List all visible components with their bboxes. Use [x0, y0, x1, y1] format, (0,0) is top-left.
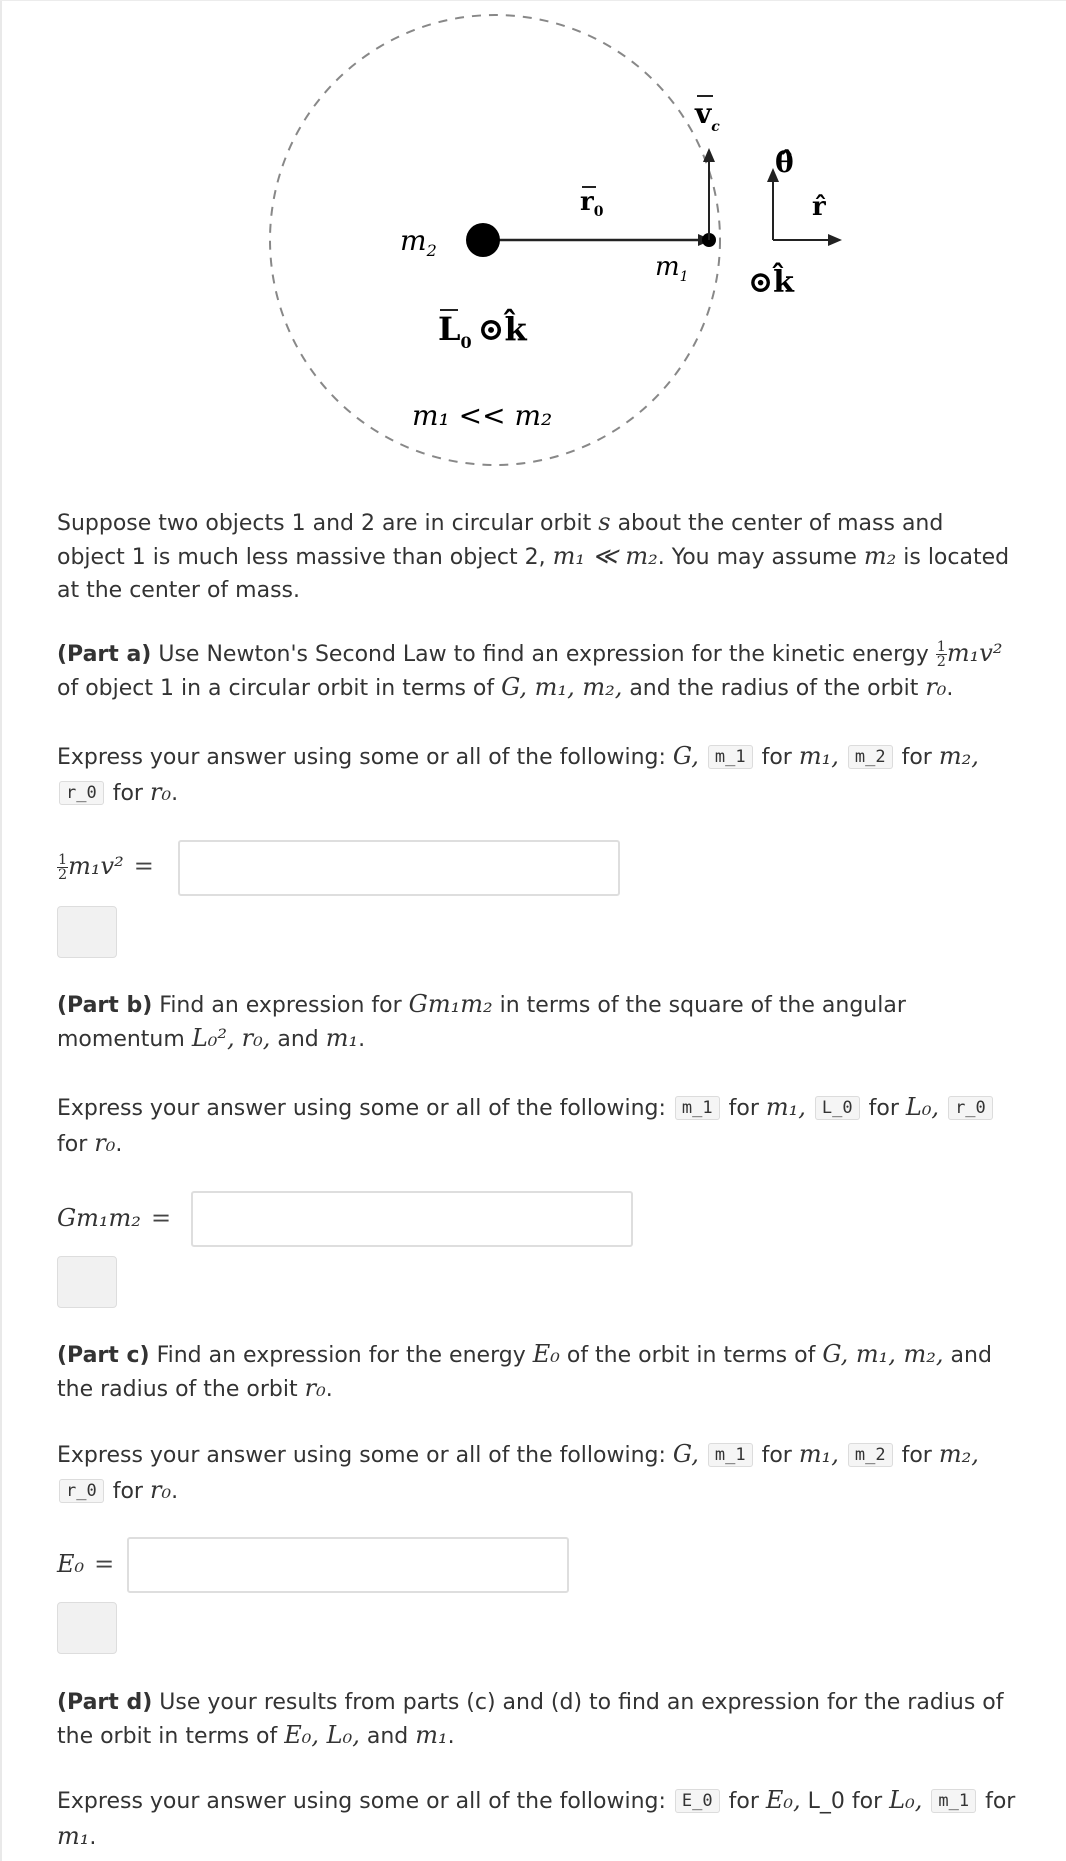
part-b-equation-label: Gm₁m₂ = — [57, 1204, 172, 1232]
part-a-equation-label: $\frac{1}{2}$ m₁v² = — [58, 851, 154, 883]
label-vc: $v_c$ — [695, 97, 720, 135]
part-c-instructions: Express your answer using some or all of the following: G, m_1 for m₁, m_2 for m₂, r_0 for r₀. — [57, 1440, 979, 1504]
part-c-answer-input[interactable] — [127, 1537, 569, 1593]
velocity-arrowhead — [703, 148, 715, 162]
part-a-instructions: Express your answer using some or all of the following: G, m_1 for m₁, m_2 for m₂, r_0 for r₀. — [57, 742, 979, 806]
r-hat-arrowhead — [828, 234, 842, 246]
part-b-question: (Part b) Find an expression for Gm₁m₂ in terms of the square of the angular momentum L₀², r₀, and m₁. — [57, 990, 906, 1052]
part-c-equation-label: E₀ = — [57, 1550, 115, 1578]
intro-paragraph: Suppose two objects 1 and 2 are in circular orbit s about the center of mass and object 1 is much less massive than object 2, m₁ ≪ m₂. You may assume m₂ is located at the center of mass. — [57, 508, 1010, 603]
one-half-fraction-label: $\frac{1}{2}$ — [58, 851, 68, 883]
label-theta-hat: θ̂ — [775, 146, 794, 179]
orbit-diagram — [0, 0, 1066, 480]
part-d-instructions: Express your answer using some or all of the following: E_0 for E₀, L_0 for L₀, m_1 for m₁. — [57, 1786, 1016, 1850]
part-a-submit-button[interactable] — [57, 906, 117, 958]
one-half-fraction: $\frac{1}{2}$ — [936, 638, 946, 670]
part-d-question: (Part d) Use your results from parts (c) and (d) to find an expression for the radius of the orbit in terms of E₀, L₀, and m₁. — [57, 1690, 1004, 1749]
label-odot-k-right: ⊙k̂ — [748, 265, 794, 300]
label-r-hat: r̂ — [812, 192, 826, 222]
label-m1: $m_1$ — [655, 252, 689, 285]
part-b-instructions: Express your answer using some or all of the following: m_1 for m₁, L_0 for L₀, r_0 for r₀. — [57, 1091, 1017, 1161]
part-b-submit-button[interactable] — [57, 1256, 117, 1308]
part-c-submit-button[interactable] — [57, 1602, 117, 1654]
part-a-question: (Part a) Use Newton's Second Law to find an expression for the kinetic energy $\frac{1}{2}$ m₁v² of object 1 in a circular orbit in terms of G, m₁, m₂, and the radius of the orbit r₀. — [57, 638, 1003, 701]
label-L0-odot-k: $L_0$ ⊙k̂ — [438, 310, 527, 352]
part-a-answer-input[interactable] — [178, 840, 620, 896]
label-r0: $r_0$ — [580, 187, 604, 220]
part-c-question: (Part c) Find an expression for the energy E₀ of the orbit in terms of G, m₁, m₂, and the radius of the orbit r₀. — [57, 1340, 992, 1402]
part-b-answer-input[interactable] — [191, 1191, 633, 1247]
mass-m2-dot — [466, 223, 500, 257]
label-m2: $m_2$ — [400, 224, 437, 260]
label-mass-relation: m₁ << m₂ — [412, 399, 553, 432]
